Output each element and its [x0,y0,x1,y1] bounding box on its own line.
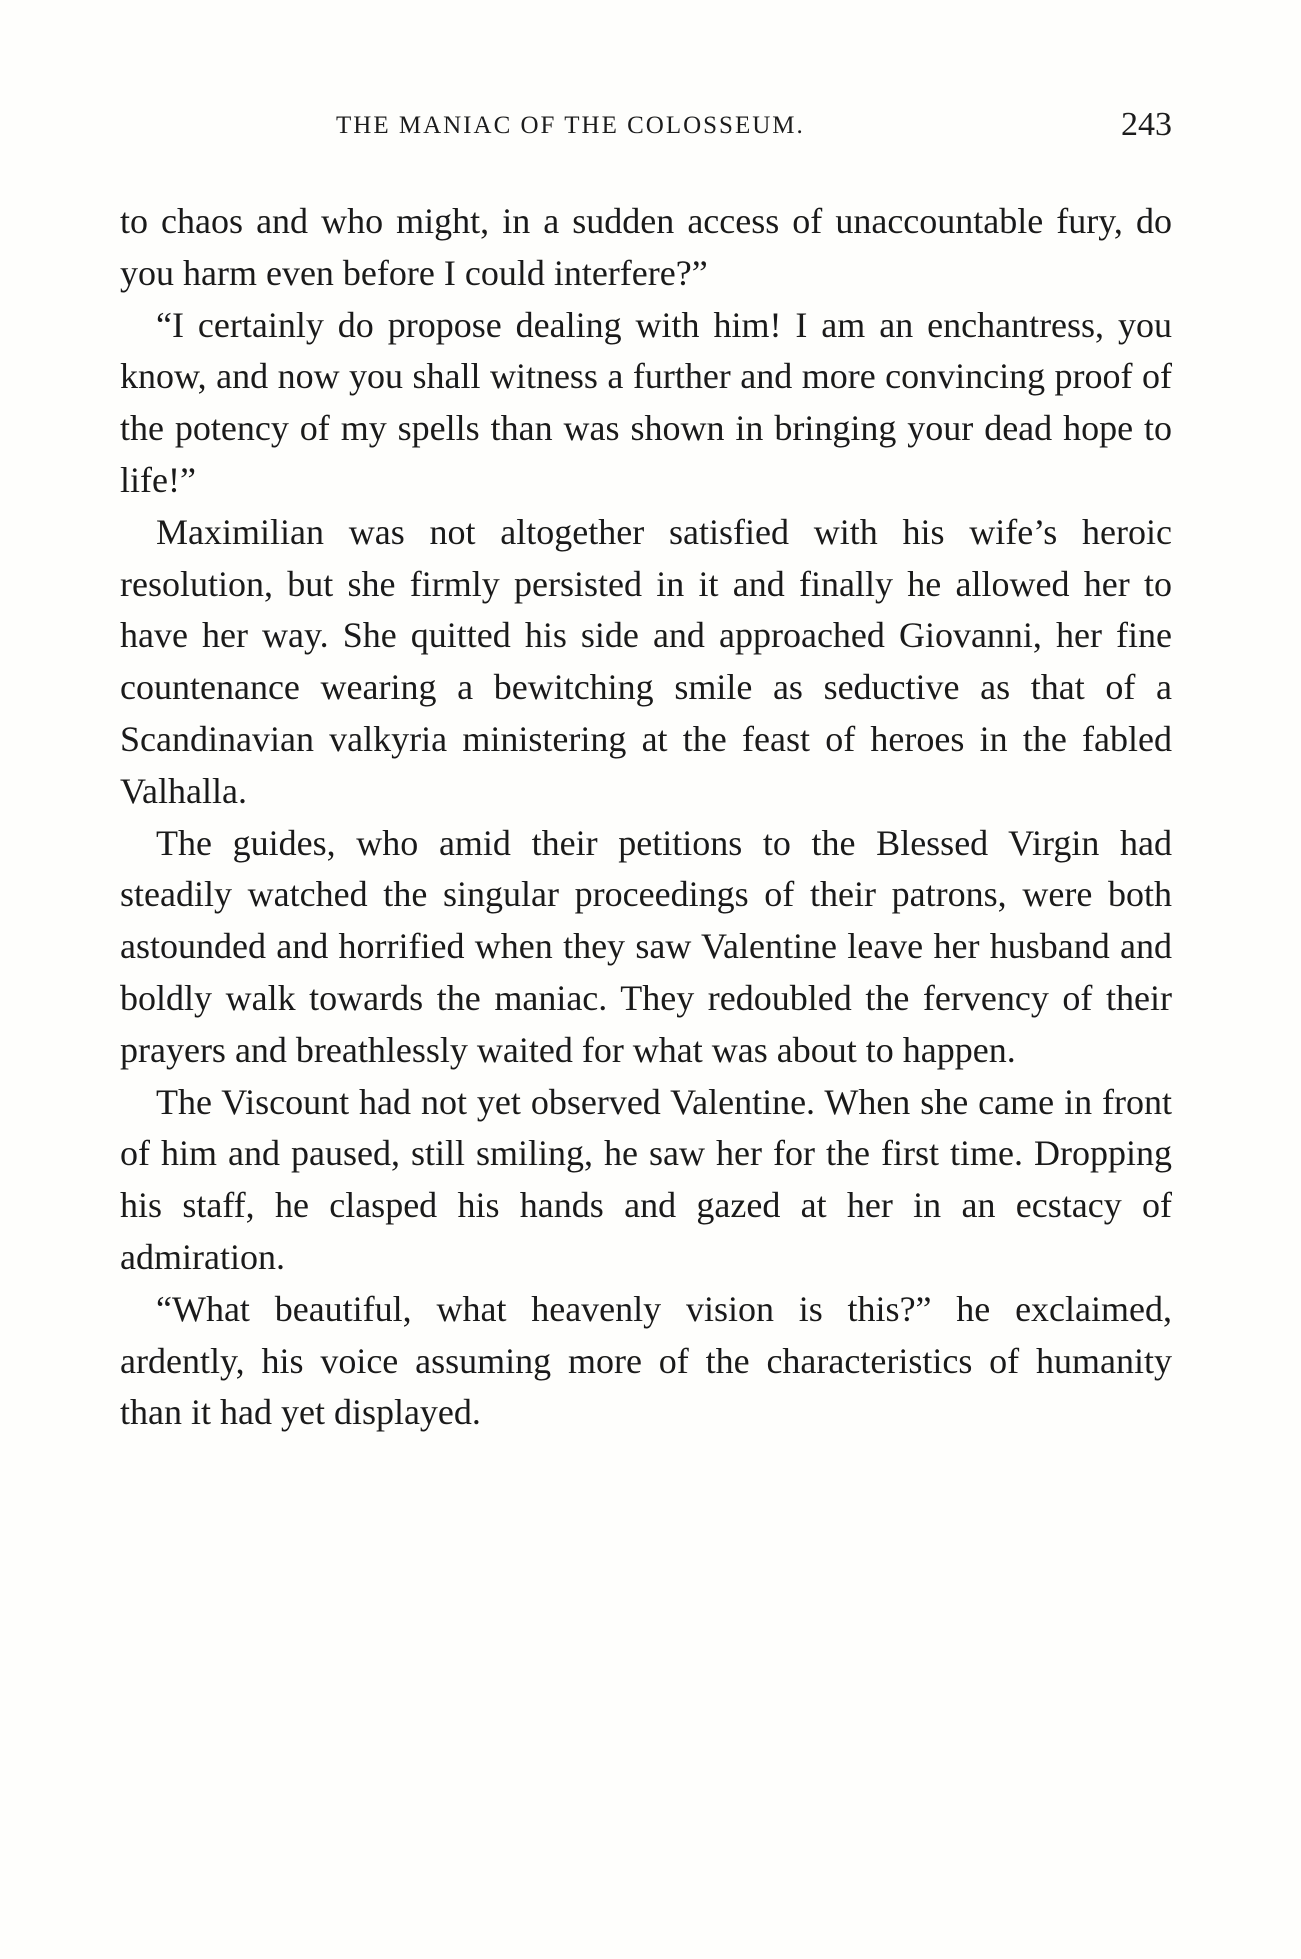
paragraph: “I certainly do propose dealing with him! I am an enchantress, you know, and now you shall witness a further and more convincing proof of the potency of my spells than was shown in bringing your dead hope to life!” [120,304,1172,500]
paragraph: The Viscount had not yet observed Valentine. When she came in front of him and paused, still smiling, he saw her for the first time. Dropping his staff, he clasped his hands and gazed at her in an ecstacy of admiration. [120,1081,1172,1277]
paragraph-continuation: to chaos and who might, in a sudden access of unaccountable fury, do you harm even before I could interfere?” [120,201,1172,293]
paragraph: “What beautiful, what heavenly vision is this?” he exclaimed, ardently, his voice assuming more of the characteristics of humanity than it had yet displayed. [120,1288,1172,1433]
page-number: 243 [1121,106,1172,143]
page-header [120,108,1172,158]
paragraph: The guides, who amid their petitions to the Blessed Virgin had steadily watched the singular proceedings of their patrons, were both astounded and horrified when they saw Valentine leave her husband and boldly walk towards the maniac. They redoubled the fervency of their prayers and breathlessly waited for what was about to happen. [120,822,1172,1070]
running-head: THE MANIAC OF THE COLOSSEUM. [336,112,805,139]
paragraph: Maximilian was not altogether satisfied with his wife’s heroic resolution, but she firmly persisted in it and finally he allowed her to have her way. She quitted his side and approached Giovanni, her fine countenance wearing a bewitching smile as seductive as that of a Scandinavian valkyria ministering at the feast of heroes in the fabled Valhalla. [120,511,1172,811]
body-text [120,196,1172,1439]
